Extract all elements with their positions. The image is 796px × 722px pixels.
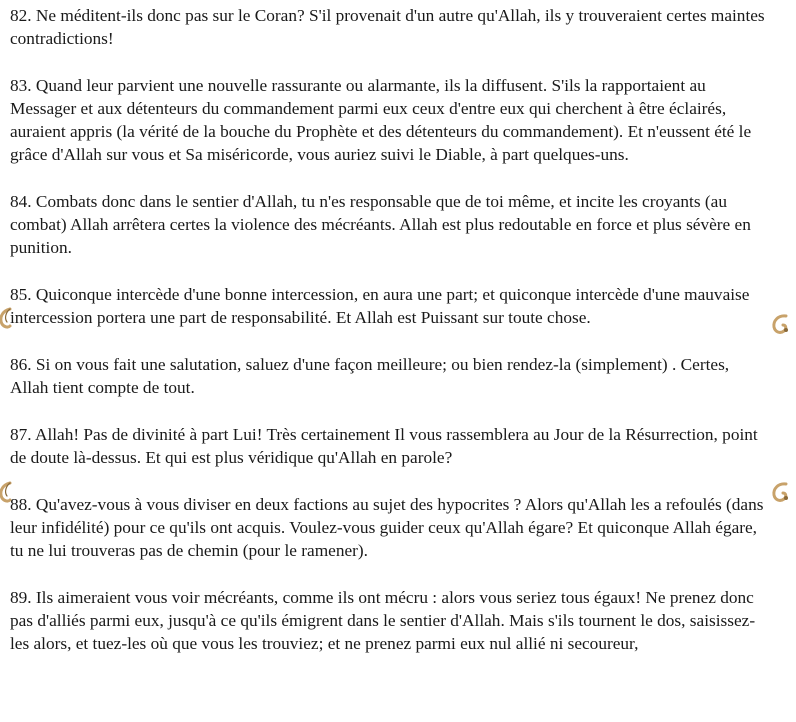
verse-86: 86. Si on vous fait une salutation, saluez d'une façon meilleure; ou bien rendez-la (simplement) . Certes, Allah tient compte de tout. xyxy=(10,355,730,397)
verse-85: 85. Quiconque intercède d'une bonne intercession, en aura une part; et quiconque intercède d'une mauvaise intercession portera une part de responsabilité. Et Allah est Puissant sur toute chose. xyxy=(10,285,750,327)
swirl-ornament-right-icon xyxy=(770,312,792,336)
swirl-ornament-left-icon xyxy=(0,306,18,330)
verse-list xyxy=(10,4,770,679)
verse-87: 87. Allah! Pas de divinité à part Lui! Très certainement Il vous rassemblera au Jour de la Résurrection, point de doute là-dessus. Et qui est plus véridique qu'Allah en parole? xyxy=(10,425,758,467)
verse-83: 83. Quand leur parvient une nouvelle rassurante ou alarmante, ils la diffusent. S'ils la rapportaient au Messager et aux détenteurs du commandement parmi eux ceux d'entre eux qui cherchent à être éclairés, auraient appris (la vérité de la bouche du Prophète et des détenteurs du commandement). Et n'eussent été le grâce d'Allah sur vous et Sa miséricorde, vous auriez suivi le Diable, à part quelques-uns. xyxy=(10,76,752,164)
swirl-ornament-left-2-icon xyxy=(0,480,18,504)
verse-84: 84. Combats donc dans le sentier d'Allah, tu n'es responsable que de toi même, et incite les croyants (au combat) Allah arrêtera certes la violence des mécréants. Allah est plus redoutable en force et plus sévère en punition. xyxy=(10,192,751,257)
verse-82: 82. Ne méditent-ils donc pas sur le Coran? S'il provenait d'un autre qu'Allah, ils y trouveraient certes maintes contradictions! xyxy=(10,6,765,48)
verse-89: 89. Ils aimeraient vous voir mécréants, comme ils ont mécru : alors vous seriez tous égaux! Ne prenez donc pas d'alliés parmi eux, jusqu'à ce qu'ils émigrent dans le sentier d'Allah. Mais s'ils tournent le dos, saisissez-les alors, et tuez-les où que vous les trouviez; et ne prenez parmi eux nul allié ni secoureur, xyxy=(10,588,756,653)
verse-88: 88. Qu'avez-vous à vous diviser en deux factions au sujet des hypocrites ? Alors qu'Allah les a refoulés (dans leur infidélité) pour ce qu'ils ont acquis. Voulez-vous guider ceux qu'Allah égare? Et quiconque Allah égare, tu ne lui trouveras pas de chemin (pour le ramener). xyxy=(10,495,764,560)
swirl-ornament-right-2-icon xyxy=(770,480,792,504)
